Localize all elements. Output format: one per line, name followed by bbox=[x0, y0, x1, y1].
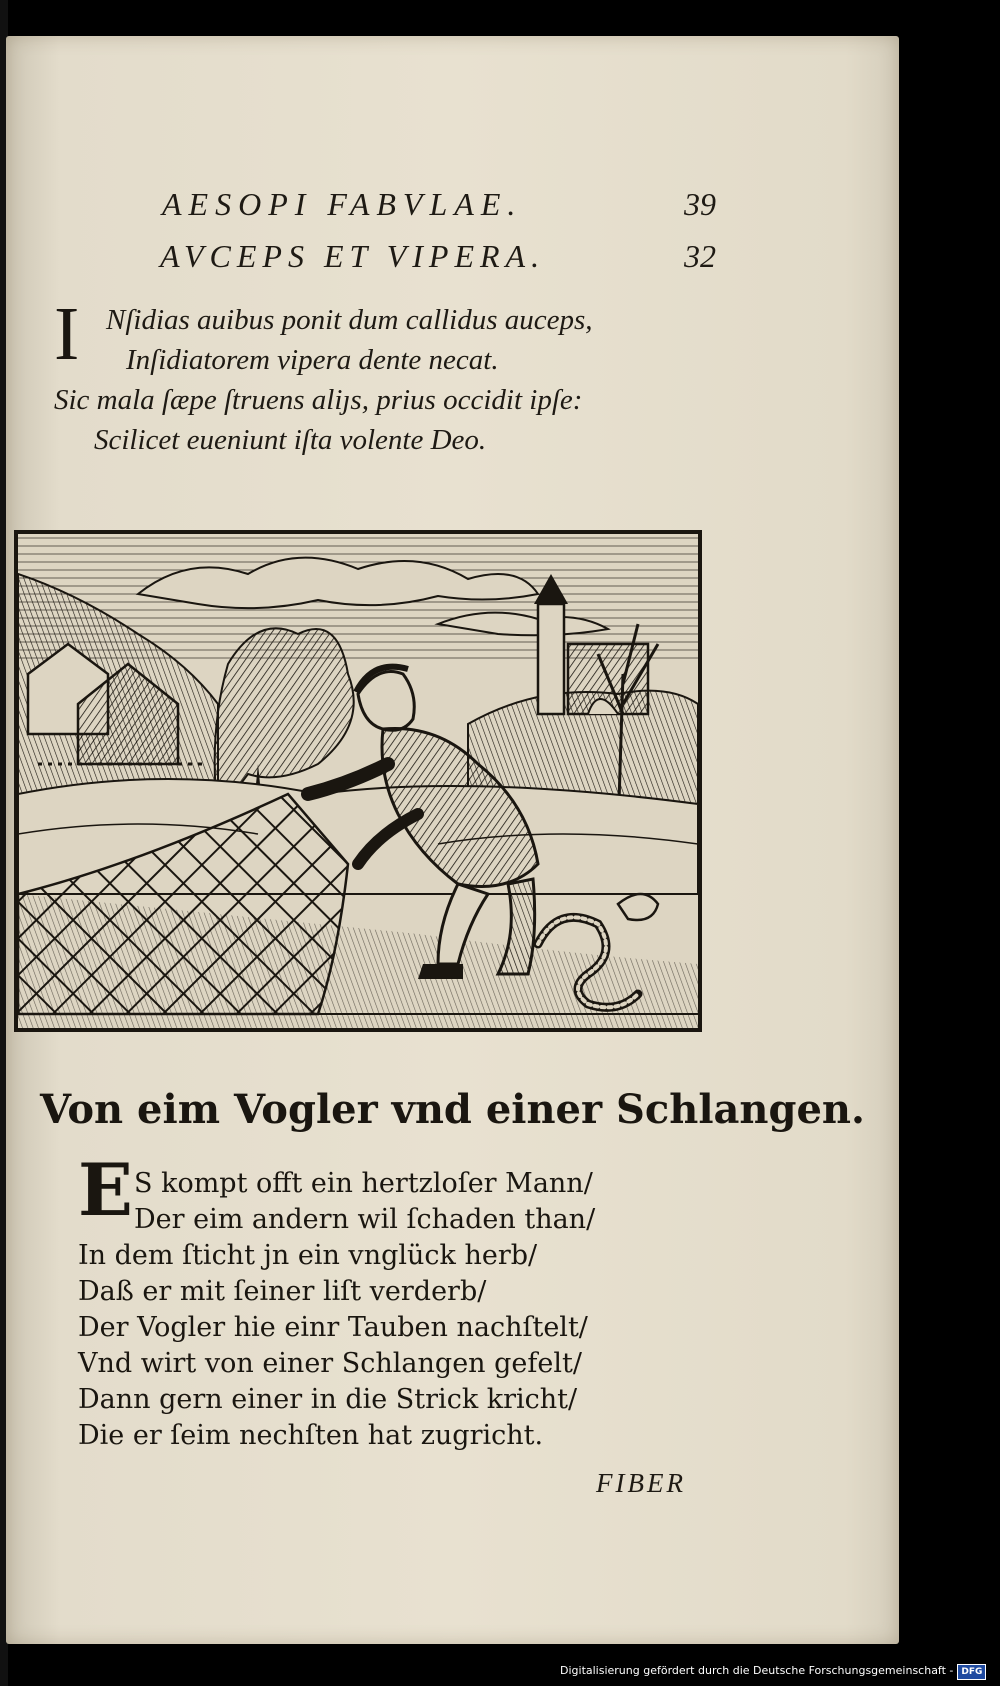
german-line-1: S kompt offt ein hertzloſer Mann/ bbox=[134, 1168, 593, 1199]
running-head-title: AESOPI FABVLAE. bbox=[162, 186, 523, 222]
woodcut-fowler-and-viper-image bbox=[18, 534, 698, 1028]
latin-line-3: Sic mala ſæpe ſtruens aliȷs, prius occidit ipſe: bbox=[54, 384, 583, 416]
credit-text: Digitalisierung gefördert durch die Deutsche Forschungsgemeinschaft - bbox=[560, 1664, 954, 1677]
dfg-logo: DFG bbox=[957, 1664, 986, 1680]
german-line-2: Der eim andern wil ſchaden than/ bbox=[134, 1204, 596, 1235]
german-line-5: Der Vogler hie einr Tauben nachſtelt/ bbox=[78, 1312, 588, 1343]
page-number: 39 bbox=[684, 186, 716, 222]
german-line-6: Vnd wirt von einer Schlangen gefelt/ bbox=[78, 1348, 582, 1379]
fable-number: 32 bbox=[684, 238, 716, 274]
german-heading: Von eim Vogler vnd einer Schlangen. bbox=[40, 1086, 865, 1133]
book-page bbox=[6, 36, 899, 1644]
german-line-7: Dann gern einer in die Strick kricht/ bbox=[78, 1384, 578, 1415]
german-dropcap: E bbox=[78, 1147, 133, 1232]
latin-line-4: Scilicet eueniunt iſta volente Deo. bbox=[94, 424, 487, 456]
catchword: FIBER bbox=[596, 1468, 686, 1498]
german-line-8: Die er ſeim nechſten hat zugricht. bbox=[78, 1420, 544, 1451]
woodcut-illustration bbox=[14, 530, 702, 1032]
digitization-credit bbox=[560, 1664, 986, 1682]
latin-line-2: Inſidiatorem vipera dente necat. bbox=[126, 344, 499, 376]
fable-title: AVCEPS ET VIPERA. bbox=[160, 238, 546, 274]
german-line-3: In dem ſticht jn ein vnglück herb/ bbox=[78, 1240, 538, 1271]
running-head bbox=[156, 186, 716, 230]
latin-dropcap: I bbox=[54, 292, 80, 376]
latin-line-1: Nſidias auibus ponit dum callidus auceps, bbox=[106, 304, 593, 336]
fable-heading bbox=[156, 238, 716, 282]
german-line-4: Daß er mit ſeiner liſt verderb/ bbox=[78, 1276, 487, 1307]
